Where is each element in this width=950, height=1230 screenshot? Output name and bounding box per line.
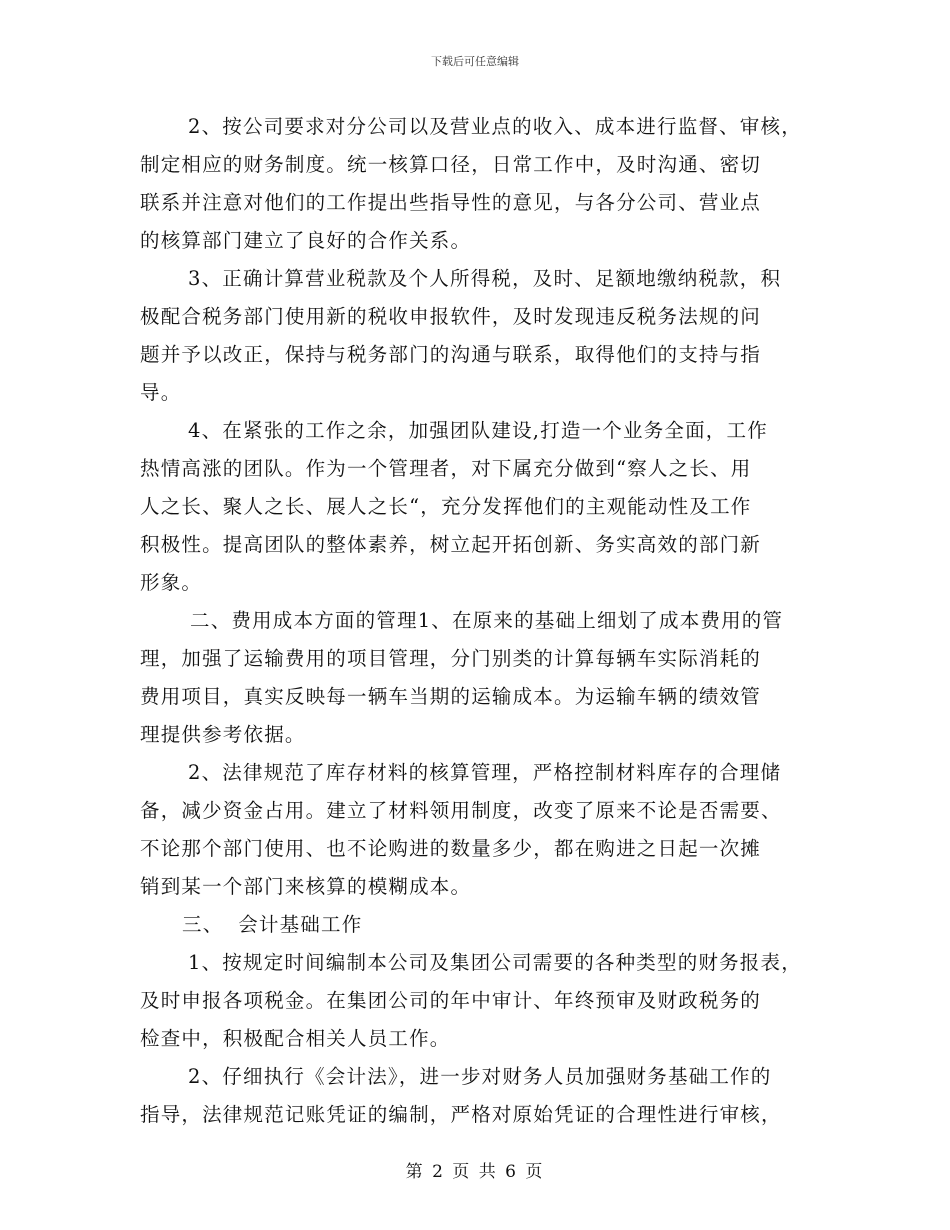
text-line: 形象。 bbox=[140, 571, 203, 594]
text-line: 备，减少资金占用。建立了材料领用制度，改变了原来不论是否需要、 bbox=[140, 799, 782, 822]
text-line: 2、法律规范了库存材料的核算管理，严格控制材料库存的合理储 bbox=[188, 761, 782, 784]
text-line: 积极性。提高团队的整体素养，树立起开拓创新、务实高效的部门新 bbox=[140, 533, 762, 556]
text-line: 的核算部门建立了良好的合作关系。 bbox=[140, 229, 472, 252]
text-line: 题并予以改正，保持与税务部门的沟通与联系，取得他们的支持与指 bbox=[140, 343, 762, 366]
text-line: 极配合税务部门使用新的税收申报软件，及时发现违反税务法规的问 bbox=[140, 305, 762, 328]
text-line: 不论那个部门使用、也不论购进的数量多少，都在购进之日起一次摊 bbox=[140, 837, 762, 860]
text-line: 导。 bbox=[140, 381, 182, 404]
text-line: 2、仔细执行《会计法》，进一步对财务人员加强财务基础工作的 bbox=[188, 1065, 772, 1088]
text-line: 指导，法律规范记账凭证的编制，严格对原始凭证的合理性进行审核， bbox=[140, 1103, 782, 1126]
text-line: 3、正确计算营业税款及个人所得税，及时、足额地缴纳税款，积 bbox=[188, 267, 782, 290]
text-line: 理提供参考依据。 bbox=[140, 723, 306, 746]
text-line: 理，加强了运输费用的项目管理，分门别类的计算每辆车实际消耗的 bbox=[140, 647, 762, 670]
text-line: 制定相应的财务制度。统一核算口径，日常工作中，及时沟通、密切 bbox=[140, 153, 762, 176]
text-line: 检查中，积极配合相关人员工作。 bbox=[140, 1027, 451, 1050]
page-number: 第 2 页 共 6 页 bbox=[405, 1162, 545, 1182]
text-line: 费用项目，真实反映每一辆车当期的运输成本。为运输车辆的绩效管 bbox=[140, 685, 762, 708]
text-line: 1、按规定时间编制本公司及集团公司需要的各种类型的财务报表， bbox=[188, 951, 802, 974]
text-line: 热情高涨的团队。作为一个管理者，对下属充分做到“察人之长、用 bbox=[140, 457, 752, 480]
text-line: 及时申报各项税金。在集团公司的年中审计、年终预审及财政税务的 bbox=[140, 989, 762, 1012]
section-heading: 三、 会计基础工作 bbox=[182, 913, 363, 936]
document-body bbox=[140, 108, 820, 1134]
text-line: 销到某一个部门来核算的模糊成本。 bbox=[140, 875, 472, 898]
text-line: 二、费用成本方面的管理1、在原来的基础上细划了成本费用的管 bbox=[190, 609, 784, 632]
text-line: 人之长、聚人之长、展人之长“，充分发挥他们的主观能动性及工作 bbox=[140, 495, 752, 518]
text-line: 联系并注意对他们的工作提出些指导性的意见，与各分公司、营业点 bbox=[140, 191, 762, 214]
page-header: 下载后可任意编辑 bbox=[431, 55, 519, 68]
text-line: 4、在紧张的工作之余，加强团队建设,打造一个业务全面，工作 bbox=[188, 419, 768, 442]
text-line: 2、按公司要求对分公司以及营业点的收入、成本进行监督、审核， bbox=[188, 115, 802, 138]
